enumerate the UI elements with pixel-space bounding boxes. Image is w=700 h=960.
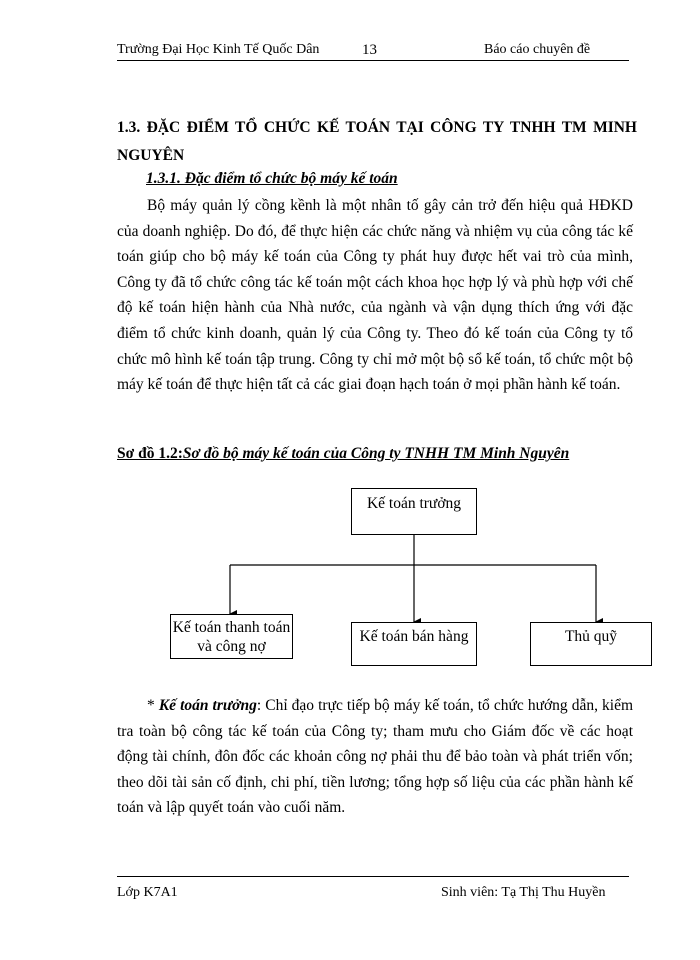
role-title: Kế toán trưởng (158, 697, 257, 714)
page-number: 13 (362, 42, 377, 58)
box-sales-accountant-label: Kế toán bán hàng (359, 628, 469, 645)
role-bullet: * (147, 697, 155, 714)
header-report-type: Báo cáo chuyên đề (484, 42, 591, 57)
diagram-caption-title: Sơ đồ bộ máy kế toán của Công ty TNHH TM Minh Nguyên (182, 445, 570, 462)
box-payment-accountant (170, 614, 293, 659)
body-paragraph-text: Bộ máy quản lý cồng kềnh là một nhân tố gây cản trở đến hiệu quả HĐKD của doanh nghiệp. Do đó, để thực hiện các chức năng và nhiệm vụ của công tác kế toán giúp cho bộ máy kế toán của Công ty phát huy được hết vai trò của mình, Công ty đã tổ chức công tác kế toán một cách khoa học hợp lý và phù hợp với chế độ kế toán hiện hành của Nhà nước, của ngành và vận dụng thích ứng với đặc điểm tổ chức kinh doanh, quản lý của Công ty. Theo đó kế toán của Công ty tổ chức mô hình kế toán tập trung. Công ty chỉ mở một bộ sổ kế toán, tổ chức một bộ máy kế toán để thực hiện tất cả các giai đoạn hạch toán ở mọi phần hành kế toán. (117, 197, 633, 394)
box-treasurer (530, 622, 652, 666)
footer-class: Lớp K7A1 (117, 885, 178, 900)
box-treasurer-label: Thủ quỹ (564, 628, 618, 645)
role-paragraph (117, 693, 633, 821)
header-school: Trường Đại Học Kinh Tế Quốc Dân (117, 42, 320, 57)
footer-rule (117, 876, 629, 877)
footer-student: Sinh viên: Tạ Thị Thu Huyền (441, 885, 606, 900)
section-subheading: 1.3.1. Đặc điểm tổ chức bộ máy kế toán (146, 170, 398, 187)
diagram-caption-label: Sơ đồ 1.2: (117, 445, 183, 462)
box-sales-accountant (351, 622, 477, 666)
box-chief-accountant-label: Kế toán trưởng (366, 495, 462, 512)
role-paragraph-text (117, 693, 633, 821)
box-payment-accountant-label: Kế toán thanh toán và công nợ (172, 619, 291, 655)
box-chief-accountant (351, 488, 477, 535)
role-description: : Chỉ đạo trực tiếp bộ máy kế toán, tổ chức hướng dẫn, kiểm tra toàn bộ công tác kế toán của Công ty; tham mưu cho Giám đốc về các hoạt động tài chính, đôn đốc các khoản công nợ phải thu để bảo toàn và phát triển vốn; theo dõi tài sản cố định, chi phí, tiền lương; tổng hợp số liệu của các phần hành kế toán và lập quyết toán vào cuối năm. (117, 697, 634, 817)
section-heading: 1.3. ĐẶC ĐIỂM TỔ CHỨC KẾ TOÁN TẠI CÔNG TY TNHH TM MINH NGUYÊN (117, 119, 637, 164)
